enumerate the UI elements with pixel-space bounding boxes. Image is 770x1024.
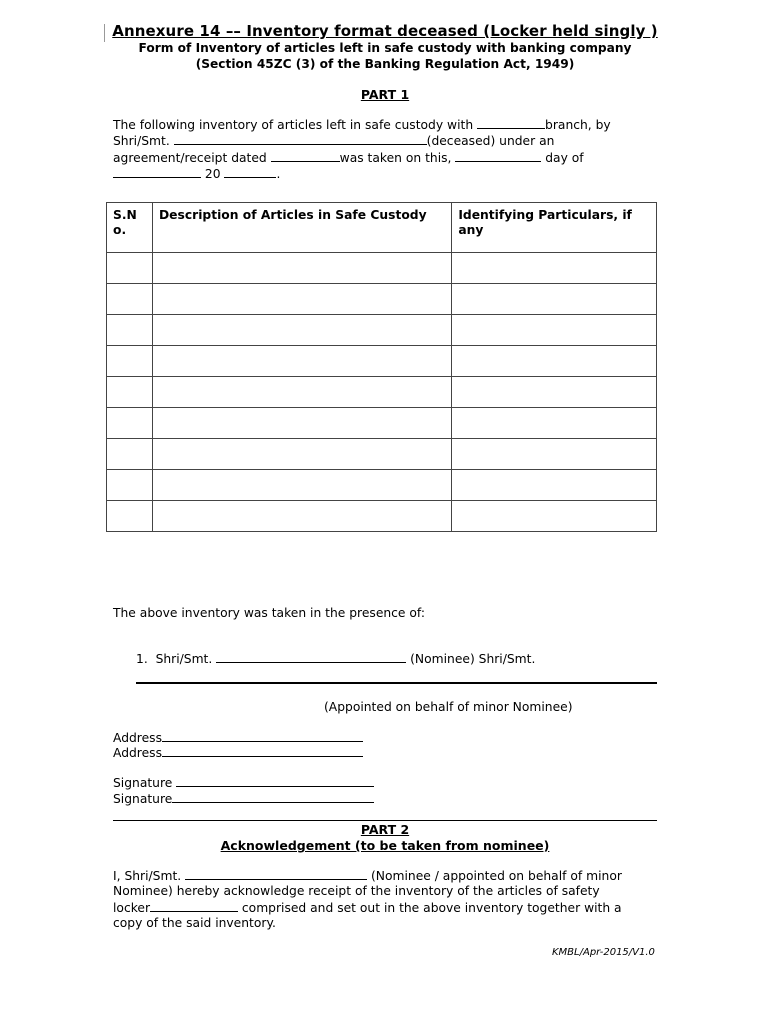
document-code: KMBL/Apr-2015/V1.0 [552, 947, 655, 958]
appointed-note: (Appointed on behalf of minor Nominee) [324, 700, 573, 714]
signature-line-1: Signature [113, 775, 374, 790]
table-row [107, 253, 657, 284]
cell-particulars[interactable] [452, 315, 657, 346]
cell-sno[interactable] [107, 439, 153, 470]
part1-heading: PART 1 [360, 87, 410, 102]
table-row [107, 346, 657, 377]
column-header-particulars: Identifying Particulars, if any [452, 203, 657, 253]
table-row [107, 439, 657, 470]
address-blank-2[interactable] [162, 745, 363, 757]
cell-description[interactable] [152, 315, 451, 346]
column-header-sno: S.N o. [107, 203, 153, 253]
part1-paragraph: The following inventory of articles left in safe custody with branch, by Shri/Smt. (deceased) under an agreement/receipt dated was taken on this, day of 20 . [113, 118, 611, 181]
cell-description[interactable] [152, 253, 451, 284]
year-blank[interactable] [224, 166, 276, 178]
nominee-name-blank[interactable] [216, 651, 406, 663]
presence-intro: The above inventory was taken in the presence of: [113, 606, 425, 620]
document-subtitle: Form of Inventory of articles left in safe custody with banking company [138, 41, 632, 55]
table-row [107, 501, 657, 532]
cell-description[interactable] [152, 284, 451, 315]
inventory-table [106, 202, 657, 532]
table-row [107, 470, 657, 501]
cell-description[interactable] [152, 346, 451, 377]
cell-description[interactable] [152, 377, 451, 408]
signature-blank-2[interactable] [172, 791, 374, 803]
acknowledger-name-blank[interactable] [185, 868, 367, 880]
cell-sno[interactable] [107, 346, 153, 377]
signature-blank-1[interactable] [176, 775, 374, 787]
cell-sno[interactable] [107, 253, 153, 284]
agreement-date-blank[interactable] [271, 150, 340, 162]
table-row [107, 315, 657, 346]
branch-blank[interactable] [477, 117, 545, 129]
cell-particulars[interactable] [452, 253, 657, 284]
cell-sno[interactable] [107, 284, 153, 315]
table-row [107, 408, 657, 439]
section-divider [113, 820, 657, 821]
signature-line-2: Signature [113, 791, 374, 806]
day-blank[interactable] [455, 150, 541, 162]
address-line-1: Address [113, 730, 363, 745]
cell-description[interactable] [152, 439, 451, 470]
cell-particulars[interactable] [452, 470, 657, 501]
cell-particulars[interactable] [452, 501, 657, 532]
cell-description[interactable] [152, 501, 451, 532]
cell-particulars[interactable] [452, 346, 657, 377]
table-header-row [107, 203, 657, 253]
cell-particulars[interactable] [452, 284, 657, 315]
table-row [107, 284, 657, 315]
cell-particulars[interactable] [452, 439, 657, 470]
cell-description[interactable] [152, 408, 451, 439]
acknowledgement-heading: Acknowledgement (to be taken from nominee) [220, 838, 550, 853]
acknowledgement-paragraph: I, Shri/Smt. (Nominee / appointed on behalf of minor Nominee) hereby acknowledge receipt of the inventory of the articles of safety locker comprised and set out in the above inventory together with a copy of the said inventory. [113, 869, 622, 930]
table-row [107, 377, 657, 408]
act-reference: (Section 45ZC (3) of the Banking Regulation Act, 1949) [195, 57, 575, 71]
document-title: Annexure 14 –– Inventory format deceased (Locker held singly ) [112, 22, 658, 40]
cell-sno[interactable] [107, 315, 153, 346]
column-header-description: Description of Articles in Safe Custody [152, 203, 451, 253]
appointed-name-line[interactable] [136, 682, 657, 684]
cell-particulars[interactable] [452, 408, 657, 439]
cell-particulars[interactable] [452, 377, 657, 408]
address-line-2: Address [113, 745, 363, 760]
cell-sno[interactable] [107, 501, 153, 532]
cell-sno[interactable] [107, 408, 153, 439]
part2-heading: PART 2 [360, 822, 410, 837]
cell-sno[interactable] [107, 377, 153, 408]
cell-description[interactable] [152, 470, 451, 501]
address-blank-1[interactable] [162, 730, 363, 742]
deceased-name-blank[interactable] [174, 133, 427, 145]
month-blank[interactable] [113, 166, 201, 178]
locker-number-blank[interactable] [150, 900, 238, 912]
witness-line: 1. Shri/Smt. (Nominee) Shri/Smt. [136, 652, 536, 666]
cell-sno[interactable] [107, 470, 153, 501]
